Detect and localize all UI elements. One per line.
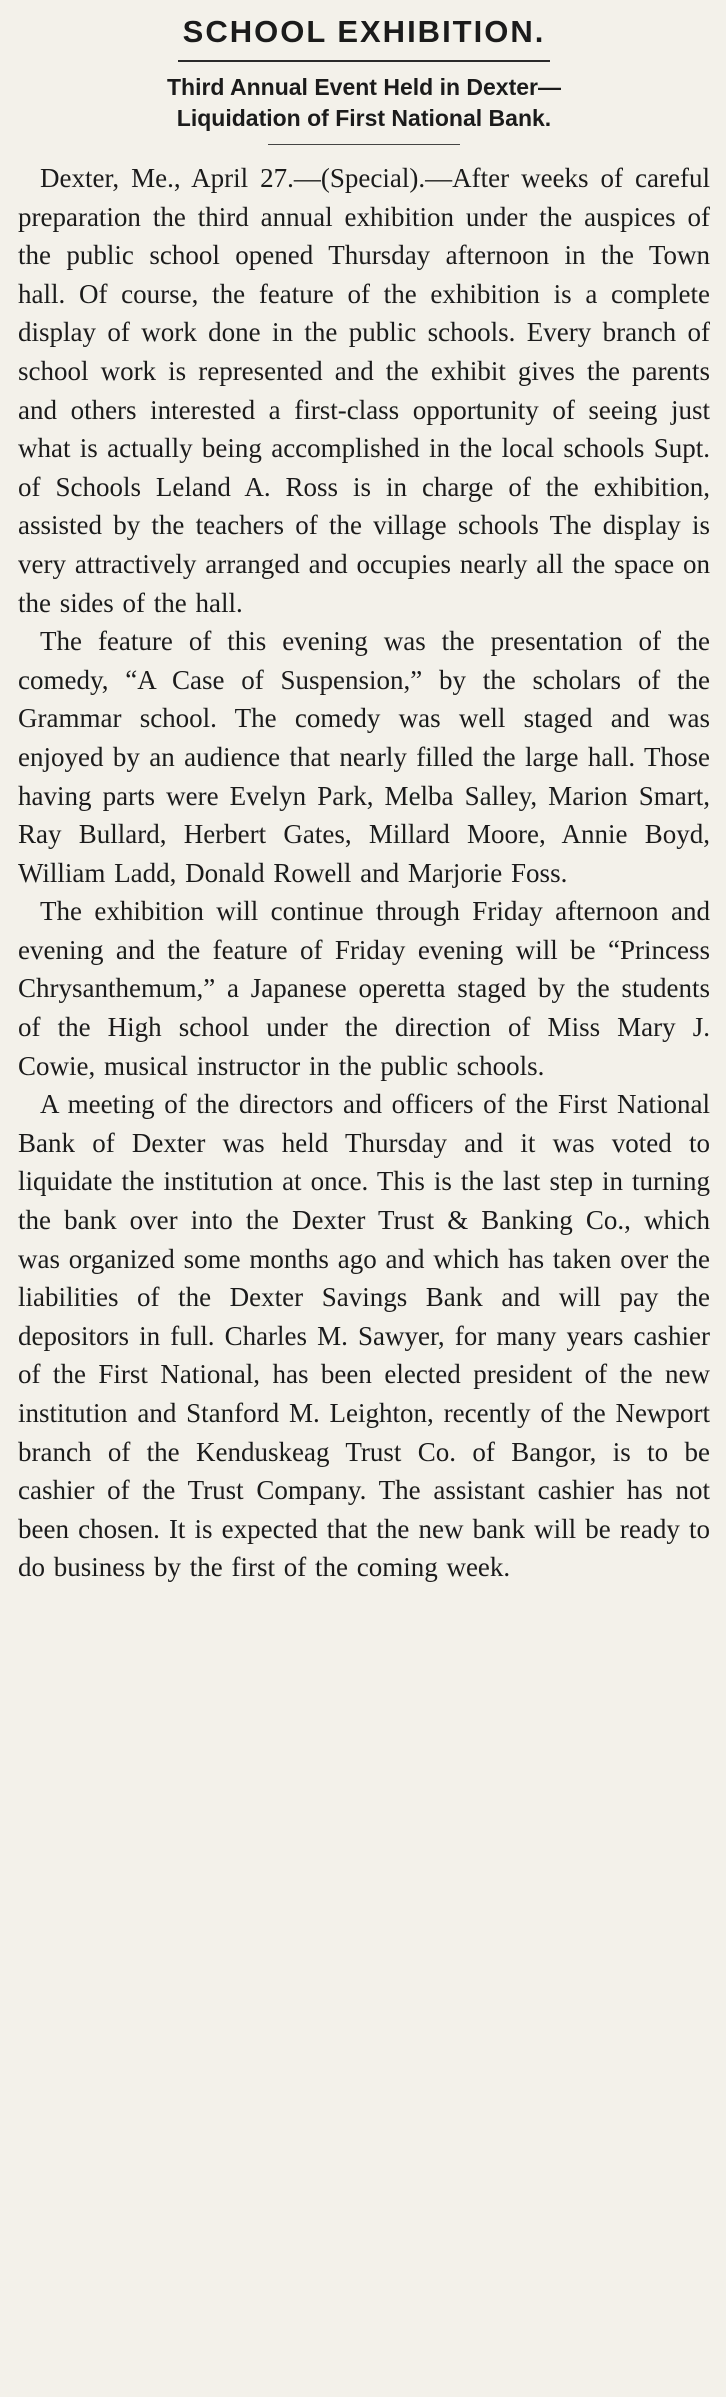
subheadline-line-2: Liquidation of First National Bank.: [176, 105, 552, 131]
subheadline: [18, 72, 710, 134]
subheadline-divider: [268, 144, 460, 145]
headline: SCHOOL EXHIBITION.: [182, 14, 546, 49]
subheadline-line-1: Third Annual Event Held in Dexter—: [166, 74, 562, 100]
paragraph-comedy-presentation: The feature of this evening was the presentation of the comedy, “A Case of Suspension,” by the scholars of the Grammar school. The comedy was well staged and was enjoyed by an audience that nearly filled the large hall. Those having parts were Evelyn Park, Melba Salley, Marion Smart, Ray Bullard, Herbert Gates, Millard Moore, Annie Boyd, William Ladd, Donald Rowell and Marjorie Foss.: [18, 626, 710, 888]
paragraph-bank-liquidation: A meeting of the directors and officers of the First National Bank of Dexter was held Thursday and it was voted to liquidate the institution at once. This is the last step in turning the bank over into the Dexter Trust & Banking Co., which was organized some months ago and which has taken over the liabilities of the Dexter Savings Bank and will pay the depositors in full. Charles M. Sawyer, for many years cashier of the First National, has been elected president of the new institution and Stanford M. Leighton, recently of the Newport branch of the Kenduskeag Trust Co. of Bangor, is to be cashier of the Trust Company. The assistant cashier has not been chosen. It is expected that the new bank will be ready to do business by the first of the coming week.: [18, 1089, 710, 1583]
paragraph-exhibition-opening: Dexter, Me., April 27.—(Special).—After weeks of careful preparation the third annual exhibition under the auspices of the public school opened Thursday afternoon in the Town hall. Of course, the feature of the exhibition is a complete display of work done in the public schools. Every branch of school work is represented and the exhibit gives the parents and others interested a first-class opportunity of seeing just what is actually being accomplished in the local schools Supt. of Schools Leland A. Ross is in charge of the exhibition, assisted by the teachers of the village schools The display is very attractively arranged and occupies nearly all the space on the sides of the hall.: [18, 163, 710, 618]
paragraph-friday-operetta: The exhibition will continue through Friday afternoon and evening and the feature of Friday evening will be “Princess Chrysanthemum,” a Japanese operetta staged by the students of the High school under the direction of Miss Mary J. Cowie, musical instructor in the public schools.: [18, 896, 710, 1081]
article-body: [18, 159, 710, 1587]
headline-divider: [178, 60, 550, 62]
